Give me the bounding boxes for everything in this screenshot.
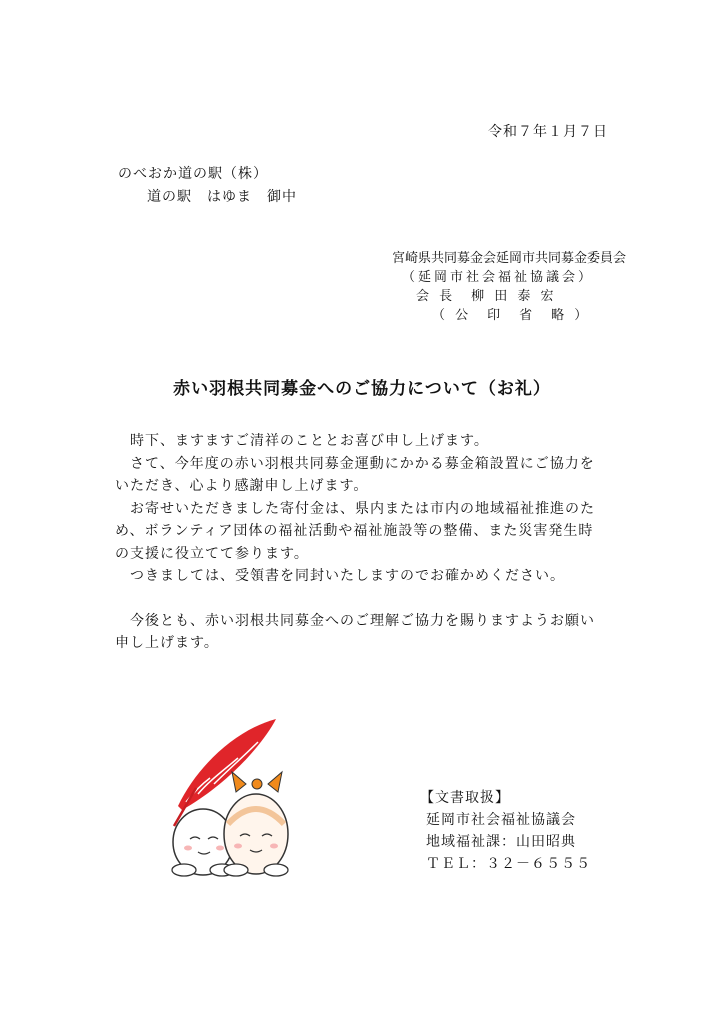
body-line: 今後とも、赤い羽根共同募金へのご理解ご協力を賜りますようお願い [115, 612, 595, 629]
recipient-line-1: のべおか道の駅（株） [118, 166, 268, 182]
sender-sub-org: （延岡市社会福祉協議会） [402, 270, 595, 285]
seal-note: （ 公 印 省 略 ） [432, 308, 591, 323]
contact-block [420, 787, 591, 875]
paragraph-gap [115, 588, 630, 610]
body-line: いただき、心より感謝申し上げます。 [115, 478, 369, 494]
mascot-right-icon [224, 772, 288, 876]
body-line: お寄せいただきました寄付金は、県内または市内の地域福祉推進のた [115, 500, 595, 517]
body-line: つきましては、受領書を同封いたしますのでお確かめください。 [115, 568, 565, 584]
body-line: 時下、ますますご清祥のこととお喜び申し上げます。 [115, 433, 489, 449]
recipient-line-2: 道の駅 はゆま 御中 [147, 189, 297, 205]
sender-name: 会 長 柳 田 泰 宏 [416, 289, 557, 304]
red-feather-mascots-illustration [158, 714, 418, 884]
body-line: め、ボランティア団体の福祉活動や福祉施設等の整備、また災害発生時 [115, 523, 594, 539]
contact-person: 地域福祉課：山田昭典 [426, 834, 576, 850]
sender-block [392, 249, 626, 325]
letter-date: 令和７年１月７日 [488, 124, 608, 140]
body-line: 申し上げます。 [115, 635, 219, 651]
contact-heading: 【文書取扱】 [420, 790, 510, 806]
contact-tel: ＴＥＬ：３２－６５５５ [426, 856, 591, 872]
body-line: の支援に役立てて参ります。 [115, 545, 309, 562]
body-line: さて、今年度の赤い羽根共同募金運動にかかる募金箱設置にご協力を [115, 455, 595, 472]
letter-body [115, 430, 630, 655]
letter-title: 赤い羽根共同募金へのご協力について（お礼） [173, 379, 551, 399]
contact-org: 延岡市社会福祉協議会 [426, 812, 576, 828]
sender-org: 宮崎県共同募金会延岡市共同募金委員会 [392, 251, 627, 266]
